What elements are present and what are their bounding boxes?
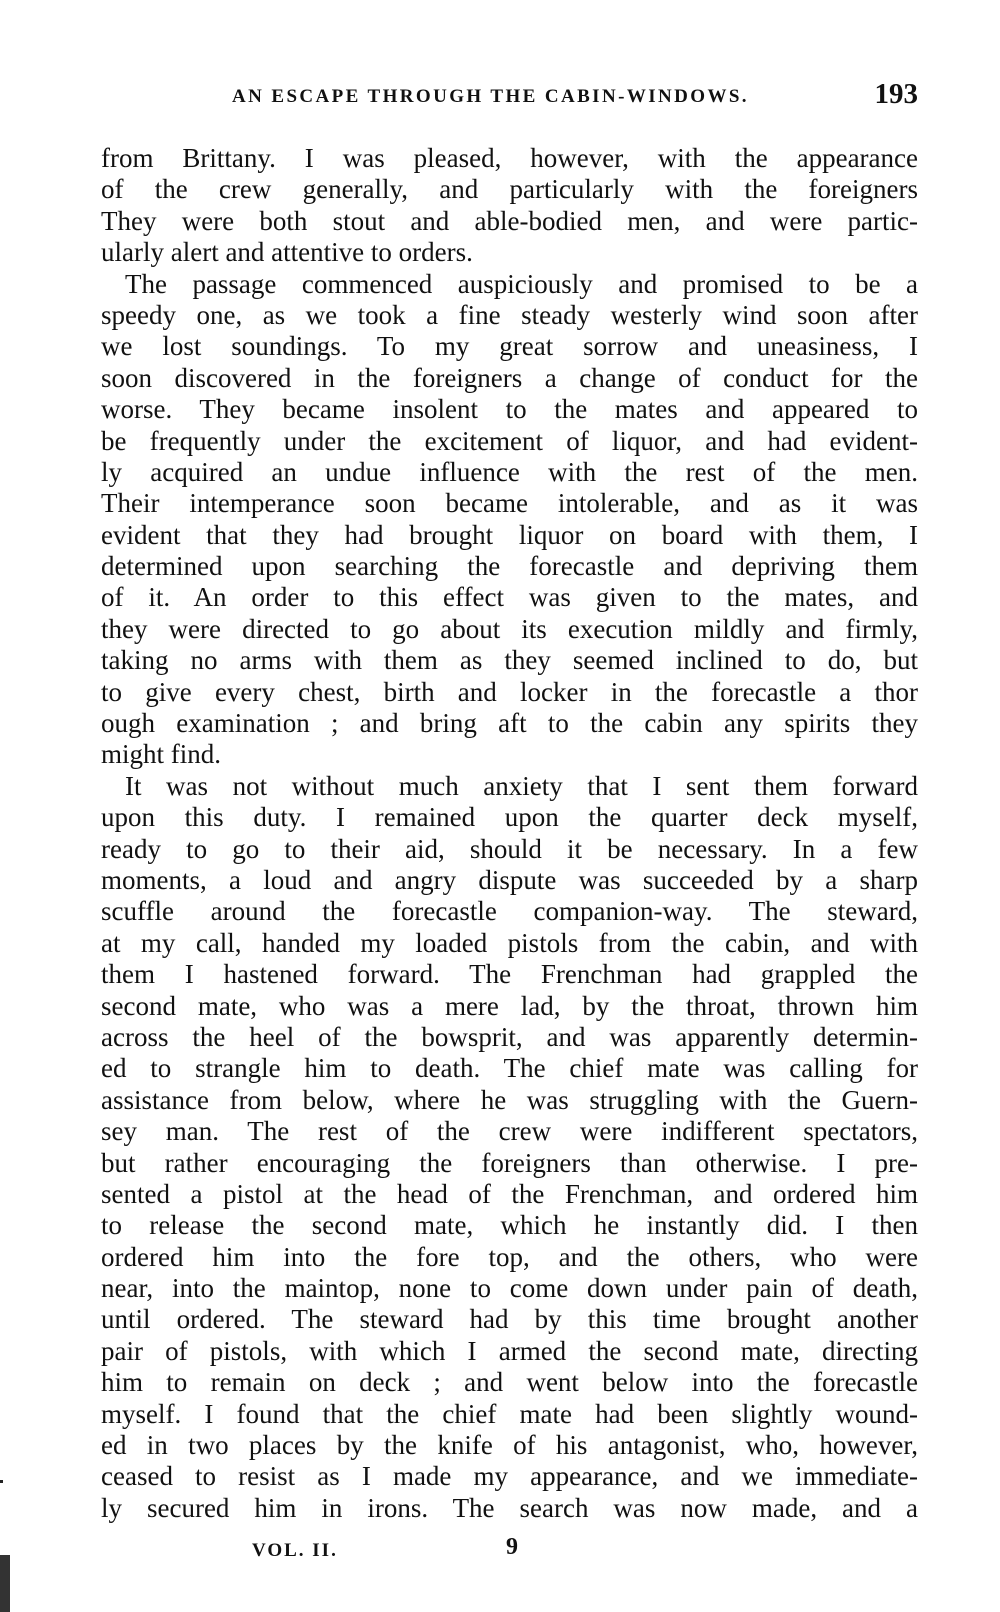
scan-speck (0, 1480, 3, 1483)
signature-number: 9 (506, 1534, 518, 1560)
text-line: ough examination ; and bring aft to the cabin any spirits they (101, 708, 918, 739)
text-line: upon this duty. I remained upon the quarter deck myself, (101, 802, 918, 833)
text-line: sey man. The rest of the crew were indifferent spectators, (101, 1116, 918, 1147)
text-line: near, into the maintop, none to come down under pain of death, (101, 1273, 918, 1304)
paragraph (101, 771, 918, 1524)
text-line: It was not without much anxiety that I sent them forward (125, 770, 918, 801)
text-line: myself. I found that the chief mate had been slightly wound- (101, 1398, 918, 1429)
text-line: ed in two places by the knife of his antagonist, who, however, (101, 1430, 918, 1461)
text-line: moments, a loud and angry dispute was succeeded by a sharp (101, 864, 918, 895)
volume-signature: VOL. II. (252, 1540, 338, 1561)
text-line: him to remain on deck ; and went below into the forecastle (101, 1367, 918, 1398)
text-line: ed to strangle him to death. The chief mate was calling for (101, 1053, 918, 1084)
text-line: to give every chest, birth and locker in the forecastle a thor (101, 676, 918, 707)
text-line: them I hastened forward. The Frenchman had grappled the (101, 959, 918, 990)
paragraph (101, 143, 918, 269)
text-line: across the heel of the bowsprit, and was apparently determin- (101, 1021, 918, 1052)
text-line: soon discovered in the foreigners a change of conduct for the (101, 362, 918, 393)
text-line: ceased to resist as I made my appearance, and we immediate- (101, 1461, 918, 1492)
text-line: They were both stout and able-bodied men, and were partic- (101, 205, 918, 236)
running-title: AN ESCAPE THROUGH THE CABIN-WINDOWS. (232, 86, 749, 107)
text-line: pair of pistols, with which I armed the second mate, directing (101, 1335, 918, 1366)
text-line: assistance from below, where he was struggling with the Guern- (101, 1084, 918, 1115)
text-line: might find. (101, 739, 221, 770)
text-line: second mate, who was a mere lad, by the throat, thrown him (101, 990, 918, 1021)
text-line: scuffle around the forecastle companion-way. The steward, (101, 896, 918, 927)
text-line: until ordered. The steward had by this time brought another (101, 1304, 918, 1335)
text-line: ly secured him in irons. The search was now made, and a (101, 1492, 918, 1523)
text-line: be frequently under the excitement of liquor, and had evident- (101, 425, 918, 456)
text-line: we lost soundings. To my great sorrow and uneasiness, I (101, 331, 918, 362)
text-line: to release the second mate, which he instantly did. I then (101, 1210, 918, 1241)
text-line: from Brittany. I was pleased, however, with the appearance (101, 143, 918, 173)
text-line: ready to go to their aid, should it be necessary. In a few (101, 833, 918, 864)
text-line: at my call, handed my loaded pistols from the cabin, and with (101, 927, 918, 958)
text-line: speedy one, as we took a fine steady westerly wind soon after (101, 299, 918, 330)
text-line: ularly alert and attentive to orders. (101, 237, 473, 268)
text-line: determined upon searching the forecastle and depriving them (101, 551, 918, 582)
text-line: Their intemperance soon became intolerable, and as it was (101, 488, 918, 519)
page-number: 193 (874, 78, 918, 110)
text-line: taking no arms with them as they seemed inclined to do, but (101, 645, 918, 676)
text-line: ordered him into the fore top, and the others, who were (101, 1241, 918, 1272)
text-line: sented a pistol at the head of the Frenchman, and ordered him (101, 1178, 918, 1209)
text-line: of the crew generally, and particularly with the foreigners (101, 174, 918, 205)
text-line: evident that they had brought liquor on board with them, I (101, 519, 918, 550)
text-line: but rather encouraging the foreigners than otherwise. I pre- (101, 1147, 918, 1178)
text-line: ly acquired an undue influence with the rest of the men. (101, 456, 918, 487)
text-line: worse. They became insolent to the mates and appeared to (101, 394, 918, 425)
paragraph (101, 269, 918, 771)
text-line: they were directed to go about its execution mildly and firmly, (101, 613, 918, 644)
body-text (101, 143, 918, 1524)
text-line: The passage commenced auspiciously and promised to be a (125, 268, 918, 299)
scan-edge-mark (0, 1555, 10, 1612)
text-line: of it. An order to this effect was given to the mates, and (101, 582, 918, 613)
